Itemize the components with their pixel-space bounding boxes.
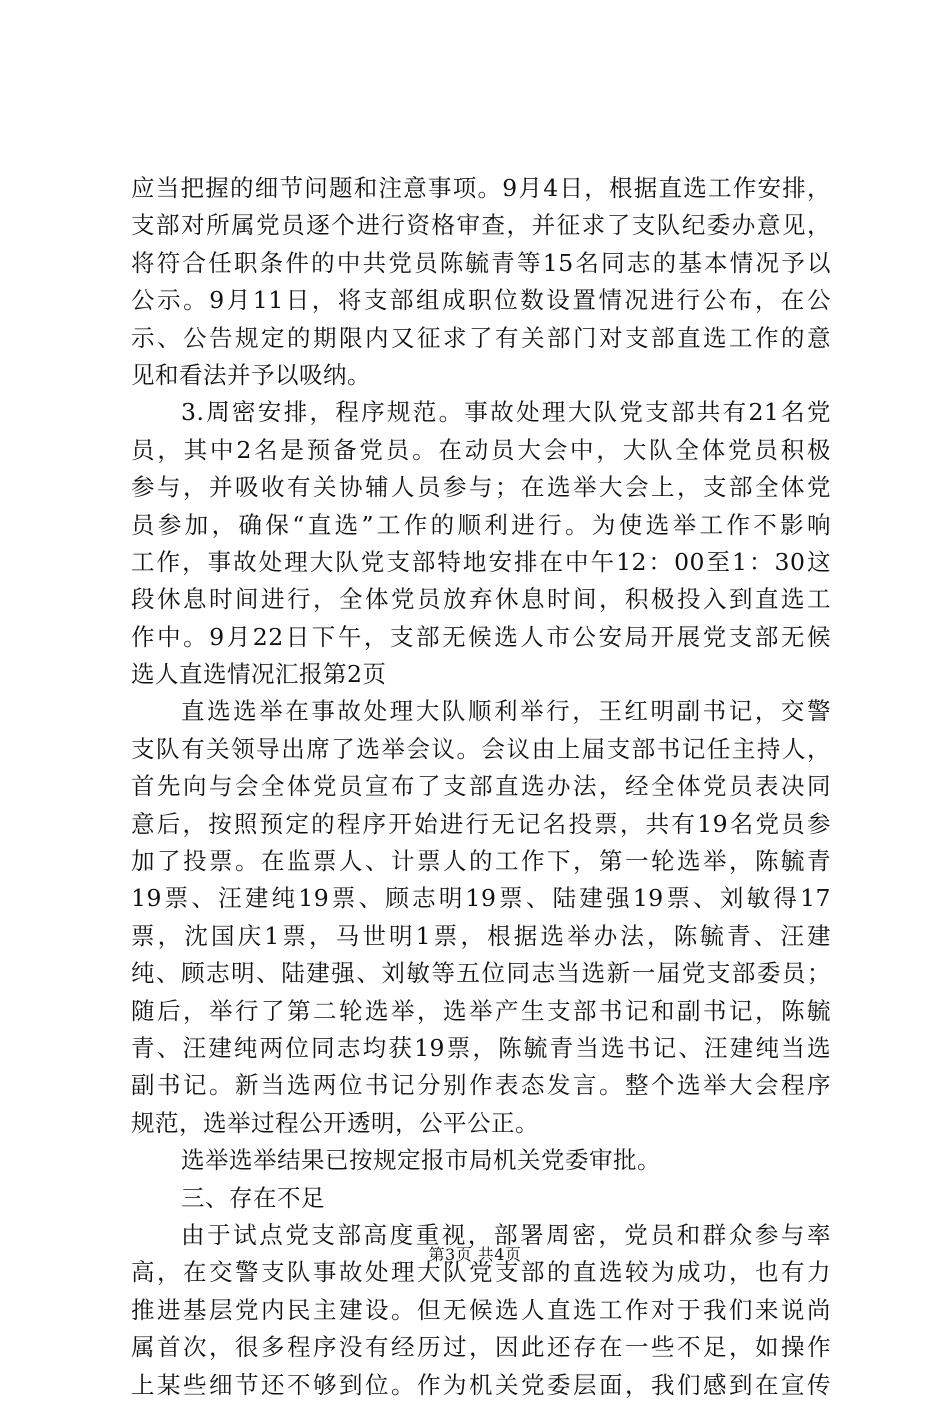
text-line: 加了投票。在监票人、计票人的工作下，第一轮选举，陈毓青: [131, 847, 831, 876]
text-line: 青、汪建纯两位同志均获19票，陈毓青当选书记、汪建纯当选: [131, 1033, 831, 1062]
text-line: 副书记。新当选两位书记分别作表态发言。整个选举大会程序: [131, 1071, 831, 1100]
text-line: 支部对所属党员逐个进行资格审查，并征求了支队纪委办意见，: [131, 211, 831, 240]
text-line: 员，其中2名是预备党员。在动员大会中，大队全体党员积极: [131, 435, 831, 464]
text-line: 由于试点党支部高度重视，部署周密，党员和群众参与率: [181, 1220, 831, 1249]
body-text: [131, 170, 831, 1404]
text-line: 意后，按照预定的程序开始进行无记名投票，共有19名党员参: [131, 809, 831, 838]
text-line: 随后，举行了第二轮选举，选举产生支部书记和副书记，陈毓: [131, 996, 831, 1025]
section-heading: 三、存在不足: [181, 1183, 325, 1212]
text-line: 员参加，确保“直选”工作的顺利进行。为使选举工作不影响: [131, 510, 831, 539]
text-line: 工作，事故处理大队党支部特地安排在中午12：00至1：30这: [131, 547, 831, 576]
text-line: 19票、汪建纯19票、顾志明19票、陆建强19票、刘敏得17: [131, 884, 831, 913]
text-line: 票，沈国庆1票，马世明1票，根据选举办法，陈毓青、汪建: [131, 921, 831, 950]
text-line: 段休息时间进行，全体党员放弃休息时间，积极投入到直选工: [131, 585, 831, 614]
text-line: 作中。9月22日下午，支部无候选人市公安局开展党支部无候: [131, 622, 831, 651]
text-line: 推进基层党内民主建设。但无候选人直选工作对于我们来说尚: [131, 1295, 831, 1324]
page-number-label: 第3页 共4页: [428, 1245, 522, 1264]
text-line: 3.周密安排，程序规范。事故处理大队党支部共有21名党: [181, 398, 831, 427]
text-line: 属首次，很多程序没有经历过，因此还存在一些不足，如操作: [131, 1333, 831, 1362]
text-line: 纯、顾志明、陆建强、刘敏等五位同志当选新一届党支部委员；: [131, 959, 831, 988]
text-line: 上某些细节还不够到位。作为机关党委层面，我们感到在宣传: [131, 1370, 831, 1399]
text-line: 高，在交警支队事故处理大队党支部的直选较为成功，也有力: [131, 1258, 831, 1287]
text-line: 选举选举结果已按规定报市局机关党委审批。: [181, 1146, 661, 1175]
text-line: 直选选举在事故处理大队顺利举行，王红明副书记，交警: [181, 697, 831, 726]
text-line: 将符合任职条件的中共党员陈毓青等15名同志的基本情况予以: [131, 248, 831, 277]
text-line: 支队有关领导出席了选举会议。会议由上届支部书记任主持人，: [131, 734, 831, 763]
text-line: 规范，选举过程公开透明，公平公正。: [131, 1108, 539, 1137]
text-line: 参与，并吸收有关协辅人员参与；在选举大会上，支部全体党: [131, 473, 831, 502]
text-line: 见和看法并予以吸纳。: [131, 360, 371, 389]
text-line: 示、公告规定的期限内又征求了有关部门对支部直选工作的意: [131, 323, 831, 352]
text-line: 选人直选情况汇报第2页: [131, 660, 387, 689]
text-line: 首先向与会全体党员宣布了支部直选办法，经全体党员表决同: [131, 772, 831, 801]
text-line: 应当把握的细节问题和注意事项。9月4日，根据直选工作安排，: [131, 174, 831, 202]
page-footer: [0, 1245, 950, 1265]
text-line: 公示。9月11日，将支部组成职位数设置情况进行公布，在公: [131, 286, 831, 315]
